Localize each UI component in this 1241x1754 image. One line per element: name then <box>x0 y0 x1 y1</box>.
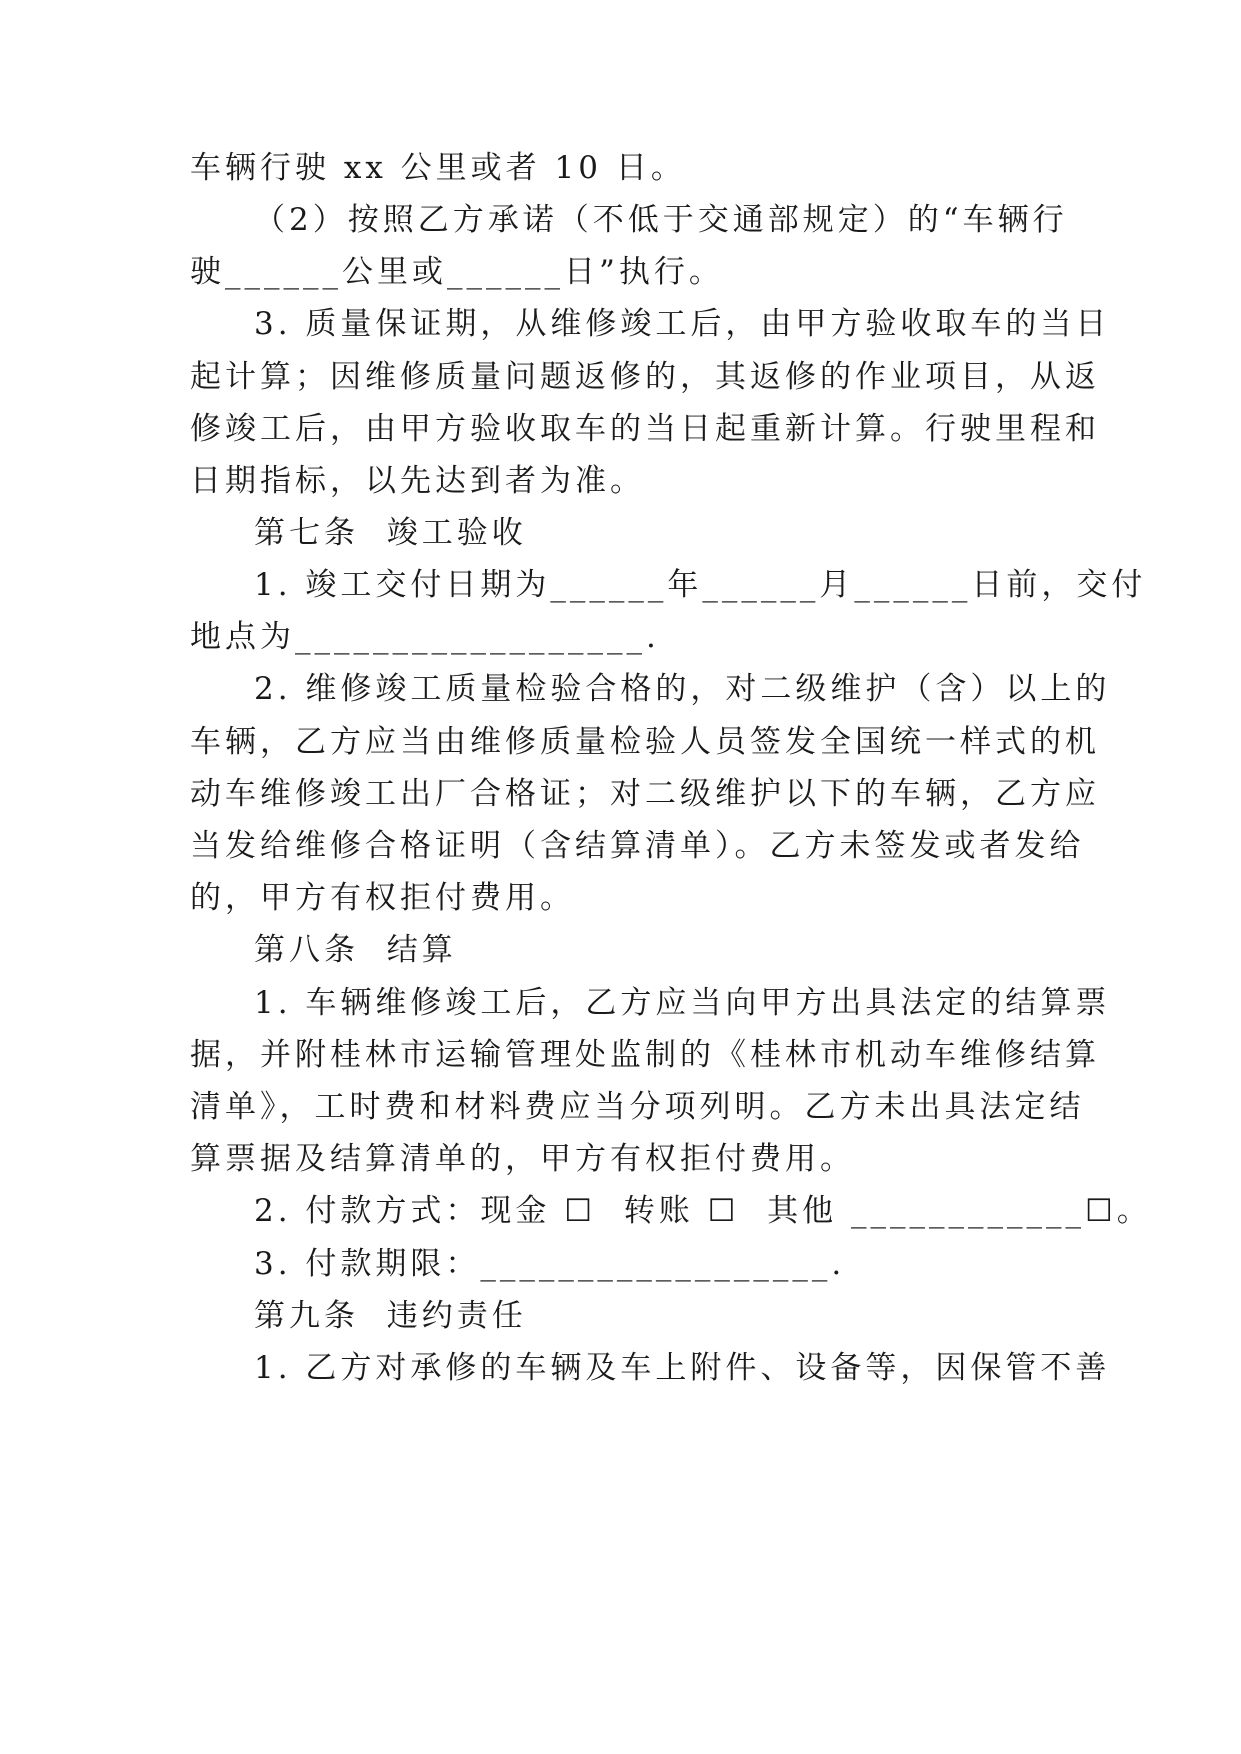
text-line-12: 车辆，乙方应当由维修质量检验人员签发全国统一样式的机 <box>190 724 1100 760</box>
text-line-6: 修竣工后，由甲方验收取车的当日起重新计算。行驶里程和 <box>190 411 1100 447</box>
text-line-14: 当发给维修合格证明（含结算清单）。乙方未签发或者发给 <box>190 828 1085 864</box>
text-line-17: 1. 车辆维修竣工后，乙方应当向甲方出具法定的结算票 <box>254 985 1111 1021</box>
text-line-2: （2）按照乙方承诺（不低于交通部规定）的“车辆行 <box>254 202 1068 238</box>
text-line-11: 2. 维修竣工质量检验合格的，对二级维护（含）以上的 <box>254 671 1111 707</box>
section-heading-8: 第八条 结算 <box>254 932 457 968</box>
text-line-13: 动车维修竣工出厂合格证；对二级维护以下的车辆，乙方应 <box>190 776 1100 812</box>
text-line-3: 驶______公里或______日”执行。 <box>190 254 724 290</box>
text-line-24: 1. 乙方对承修的车辆及车上附件、设备等，因保管不善 <box>254 1350 1111 1386</box>
payment-method-line: 2. 付款方式：现金 ☐ 转账 ☐ 其他 ____________☐。 <box>254 1193 1152 1229</box>
payment-term-line: 3. 付款期限：__________________. <box>254 1246 846 1282</box>
text-line-19: 清单》，工时费和材料费应当分项列明。乙方未出具法定结 <box>190 1089 1085 1125</box>
text-line-5: 起计算；因维修质量问题返修的，其返修的作业项目，从返 <box>190 359 1100 395</box>
text-line-15: 的，甲方有权拒付费用。 <box>190 880 575 916</box>
text-line-18: 据，并附桂林市运输管理处监制的《桂林市机动车维修结算 <box>190 1037 1100 1073</box>
section-heading-9: 第九条 违约责任 <box>254 1298 527 1334</box>
text-line-9: 1. 竣工交付日期为______年______月______日前，交付 <box>254 567 1147 603</box>
text-line-10: 地点为__________________. <box>190 619 660 655</box>
text-line-20: 算票据及结算清单的，甲方有权拒付费用。 <box>190 1141 855 1177</box>
text-line-4: 3. 质量保证期，从维修竣工后，由甲方验收取车的当日 <box>254 306 1111 342</box>
section-heading-7: 第七条 竣工验收 <box>254 515 527 551</box>
text-line-1: 车辆行驶 xx 公里或者 10 日。 <box>190 150 686 186</box>
text-line-7: 日期指标，以先达到者为准。 <box>190 463 645 499</box>
